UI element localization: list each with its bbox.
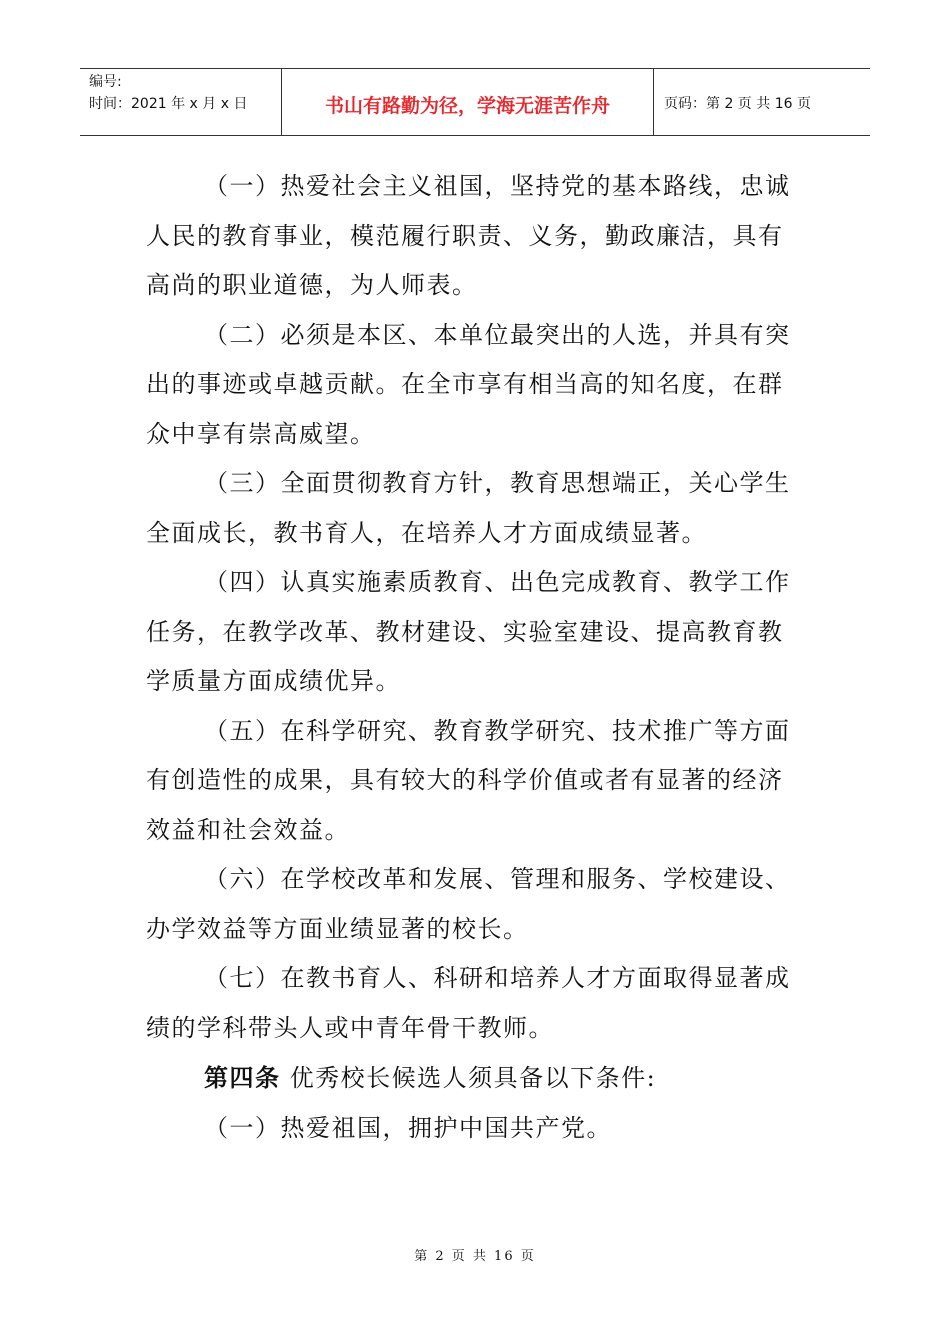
paragraph-line: 效益和社会效益。	[146, 815, 350, 844]
paragraph-line: （三）全面贯彻教育方针，教育思想端正，关心学生	[204, 469, 791, 497]
header-page-cell	[654, 69, 870, 135]
paragraph-3	[146, 459, 796, 558]
paragraph-line: 全面成长，教书育人，在培养人才方面成绩显著。	[146, 518, 707, 547]
paragraph-line: （一）热爱社会主义祖国，坚持党的基本路线，忠诚	[204, 172, 791, 200]
article-four-line	[146, 1053, 796, 1104]
paragraph-line: 出的事迹或卓越贡献。在全市享有相当高的知名度，在群	[146, 370, 784, 398]
paragraph-line: （一）热爱祖国，拥护中国共产党。	[204, 1113, 612, 1142]
article-four	[146, 1053, 796, 1104]
page-footer	[0, 1245, 950, 1264]
paragraph-1	[146, 162, 796, 311]
header-motto: 书山有路勤为径，学海无涯苦作舟	[324, 94, 610, 117]
article-four-text: 优秀校长候选人须具备以下条件:	[289, 1064, 657, 1092]
document-header	[80, 68, 870, 136]
paragraph-line: （七）在教书育人、科研和培养人才方面取得显著成	[204, 964, 791, 992]
paragraph-4	[146, 558, 796, 707]
paragraph-line: 高尚的职业道德，为人师表。	[146, 271, 478, 299]
paragraph-line: 任务，在教学改革、教材建设、实验室建设、提高教育教	[146, 617, 784, 646]
document-date: 时间：2021 年 x 月 x 日	[89, 96, 248, 112]
paragraph-line: （五）在科学研究、教育教学研究、技术推广等方面	[204, 716, 791, 745]
footer-page-number: 第 2 页 共 16 页	[414, 1249, 536, 1264]
paragraph-line: （二）必须是本区、本单位最突出的人选，并具有突	[204, 320, 791, 349]
paragraph-line: 有创造性的成果，具有较大的科学价值或者有显著的经济	[146, 766, 784, 794]
header-meta-cell	[80, 69, 282, 135]
document-body	[146, 162, 796, 1153]
paragraph-2	[146, 311, 796, 460]
document-number-label: 编号:	[89, 74, 122, 90]
paragraph-line: 绩的学科带头人或中青年骨干教师。	[146, 1013, 554, 1042]
paragraph-line: 办学效益等方面业绩显著的校长。	[146, 914, 529, 943]
paragraph-7	[146, 954, 796, 1053]
paragraph-line: 学质量方面成绩优异。	[146, 667, 401, 695]
paragraph-5	[146, 707, 796, 856]
header-motto-cell	[282, 69, 654, 135]
paragraph-line: 众中享有崇高威望。	[146, 419, 376, 448]
header-page-info: 页码：第 2 页 共 16 页	[664, 96, 811, 112]
paragraph-line: （六）在学校改革和发展、管理和服务、学校建设、	[204, 865, 791, 893]
paragraph-6	[146, 855, 796, 954]
article-four-heading: 第四条	[204, 1063, 281, 1092]
paragraph-line: 人民的教育事业，模范履行职责、义务，勤政廉洁，具有	[146, 221, 784, 250]
article-four-item-1	[146, 1104, 796, 1154]
paragraph-line: （四）认真实施素质教育、出色完成教育、教学工作	[204, 568, 791, 596]
